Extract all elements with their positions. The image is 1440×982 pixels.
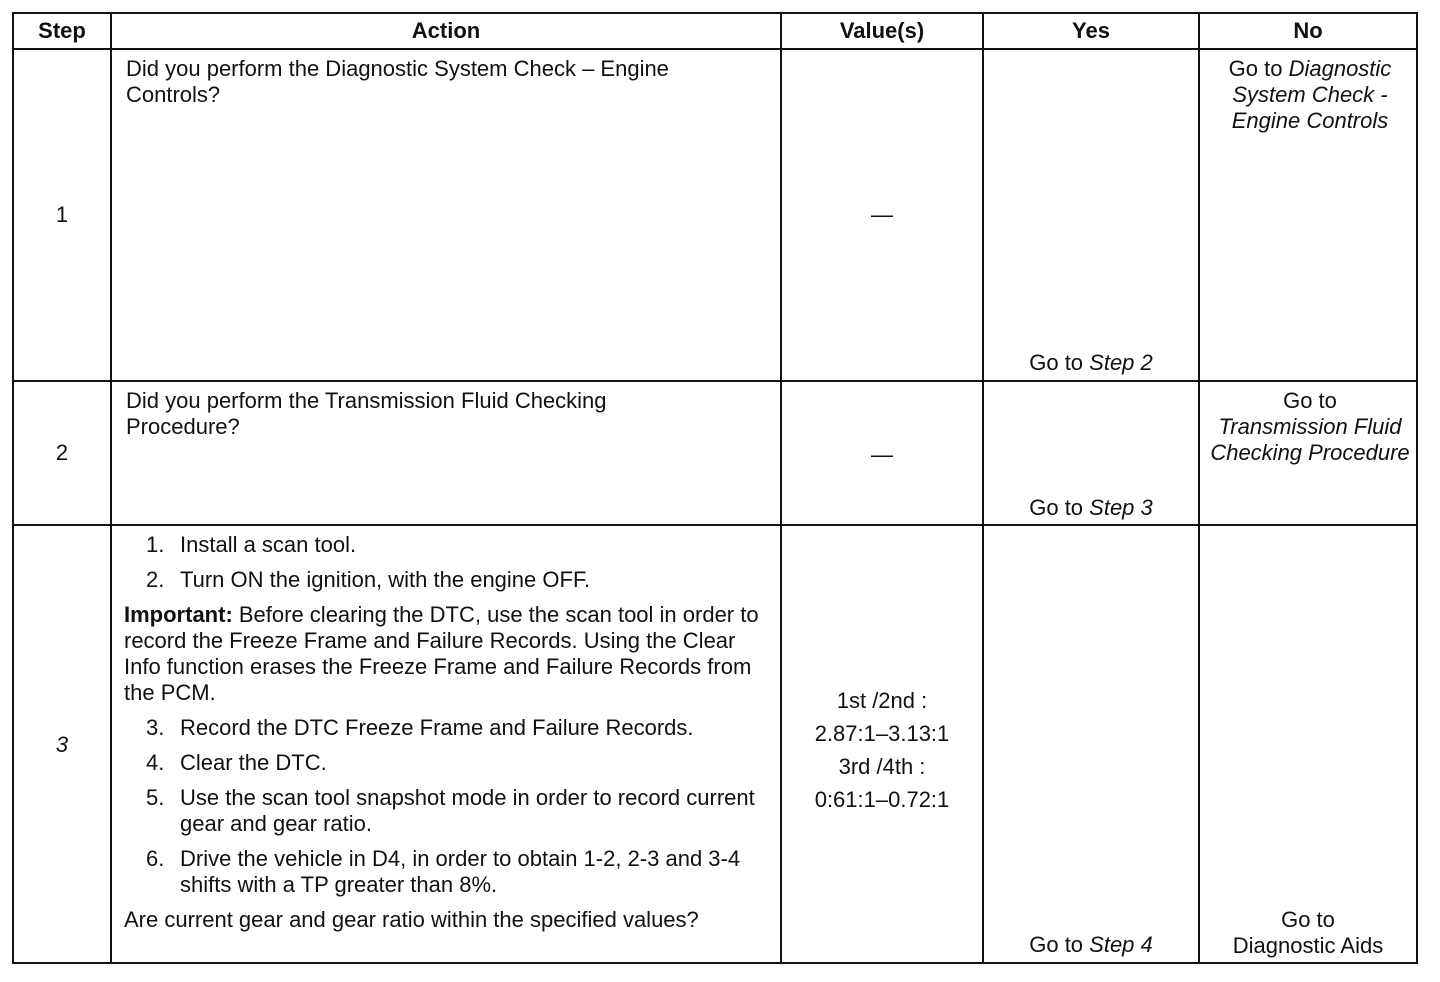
yes-prefix: Go to <box>1029 350 1090 375</box>
procedure-list <box>124 532 774 593</box>
yes-prefix: Go to <box>1029 495 1090 520</box>
list-item: 5. Use the scan tool snapshot mode in order to record current gear and gear ratio. <box>146 785 755 836</box>
step-number: 3 <box>55 732 69 757</box>
row-divider <box>14 380 1416 382</box>
yes-prefix: Go to <box>1029 932 1090 957</box>
header-yes: Yes <box>1072 18 1110 43</box>
value-line: 3rd /4th : <box>838 754 926 779</box>
question-text: Are current gear and gear ratio within the specified values? <box>124 907 699 932</box>
important-label: Important: <box>124 602 233 627</box>
column-divider <box>780 14 782 962</box>
no-prefix: Go to <box>1281 907 1335 932</box>
procedure-list <box>124 715 774 898</box>
value-line: 2.87:1–3.13:1 <box>814 721 950 746</box>
header-no: No <box>1293 18 1323 43</box>
no-action[interactable] <box>1210 388 1410 466</box>
no-action[interactable] <box>1200 907 1416 959</box>
action-text <box>124 532 774 933</box>
value-dash: — <box>871 442 893 467</box>
value-line: 0:61:1–0.72:1 <box>814 787 950 812</box>
list-item: 6. Drive the vehicle in D4, in order to obtain 1-2, 2-3 and 3-4 shifts with a TP greater than 8%. <box>146 846 741 897</box>
step-number: 2 <box>55 440 69 465</box>
header-action: Action <box>411 18 481 43</box>
important-note <box>124 602 774 706</box>
value-dash: — <box>871 202 893 227</box>
yes-link[interactable]: Step 2 <box>1089 350 1153 375</box>
yes-link[interactable]: Step 3 <box>1089 495 1153 520</box>
yes-action[interactable] <box>984 932 1198 958</box>
action-text: Did you perform the Transmission Fluid Checking Procedure? <box>126 388 607 439</box>
diagnostic-table <box>12 12 1418 964</box>
list-item: 3. Record the DTC Freeze Frame and Failure Records. <box>146 715 694 740</box>
no-link[interactable]: Transmission Fluid Checking Procedure <box>1210 414 1410 465</box>
no-prefix: Go to <box>1283 388 1337 413</box>
no-link[interactable]: Diagnostic Aids <box>1232 933 1384 958</box>
row-divider <box>14 524 1416 526</box>
header-step: Step <box>38 18 86 43</box>
yes-action[interactable] <box>984 495 1198 521</box>
column-divider <box>1198 14 1200 962</box>
step-number: 1 <box>55 202 69 227</box>
header-values: Value(s) <box>839 18 925 43</box>
value-line: 1st /2nd : <box>836 688 928 713</box>
no-prefix: Go to <box>1228 56 1289 81</box>
value-spec <box>782 684 982 816</box>
list-item: 1. Install a scan tool. <box>146 532 357 557</box>
no-action[interactable] <box>1210 56 1410 134</box>
action-text: Did you perform the Diagnostic System Check – Engine Controls? <box>126 56 669 107</box>
row-divider <box>14 48 1416 50</box>
yes-action[interactable] <box>984 350 1198 376</box>
column-divider <box>110 14 112 962</box>
yes-link[interactable]: Step 4 <box>1089 932 1153 957</box>
list-item: 4. Clear the DTC. <box>146 750 327 775</box>
column-divider <box>982 14 984 962</box>
important-text: Before clearing the DTC, use the scan tool in order to record the Freeze Frame and Failure Records. Using the Clear Info function erases the Freeze Frame and Failure Records from the PCM. <box>124 602 759 705</box>
no-link[interactable]: Diagnostic System Check - Engine Controls <box>1231 56 1392 133</box>
list-item: 2. Turn ON the ignition, with the engine OFF. <box>146 567 591 592</box>
